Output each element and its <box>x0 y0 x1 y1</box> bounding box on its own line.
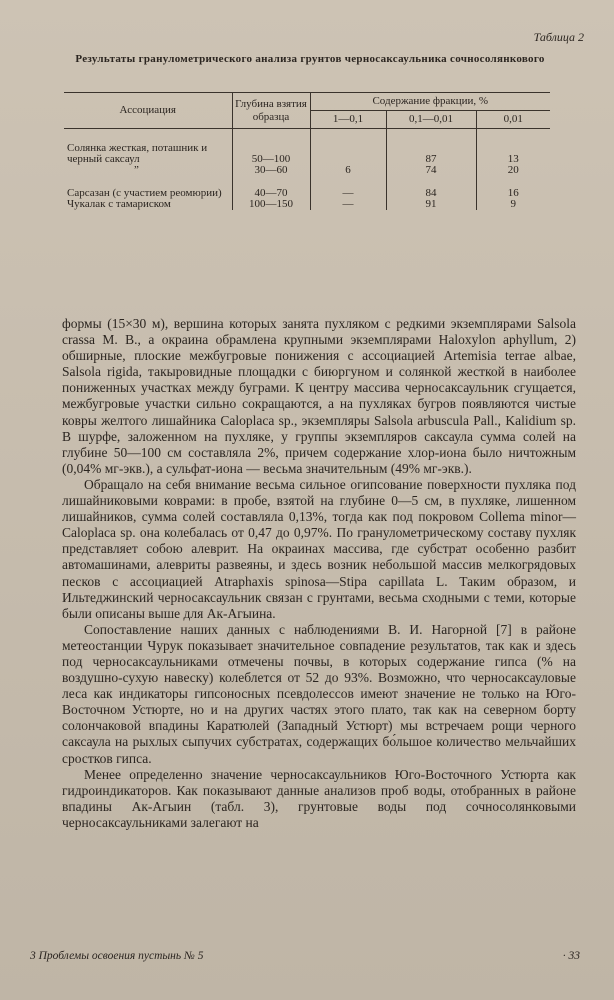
cell-f1: — <box>310 176 386 199</box>
cell-f3: 9 <box>476 199 550 210</box>
cell-f3: 16 <box>476 176 550 199</box>
cell-depth: 40—70 <box>232 176 310 199</box>
col-header-f3: 0,01 <box>476 111 550 129</box>
col-header-depth: Глубина взятия образца <box>232 93 310 129</box>
cell-f3: 20 <box>476 165 550 176</box>
cell-association: ” <box>134 164 139 176</box>
col-header-association: Ассоциация <box>64 93 232 129</box>
cell-f2: 84 <box>386 176 476 199</box>
paragraph: формы (15×30 м), вершина которых занята пухляком с редкими экземплярами Salsola crassa M. B., а окраина обрамлена крупными экземплярами Haloxylon aphyllum, 2) обширные, плоские межбугровые понижения с ассоциацией Artemisia terrae albae, Salsola rigida, такыровидные площадки с биюргуном и солянкой жесткой в наиболее пониженных участках между буграми. К центру массива черносаксаульник сгущается, межбугровые участки сильно сокращаются, а на пухляках бугров появляются чистые ковры желтого лишайника Caloplaca sp., экземпляры Salsola arbuscula Pall., Kalidium sp. В шурфе, заложенном на пухляке, у группы экземпляров саксаула сумма солей на глубине 50—100 см составляла 2%, причем содержание хлор-иона было ничтожным (0,04% мг-экв.), а сульфат-иона — весьма значительным (49% мг-экв.). <box>62 316 576 476</box>
results-table <box>64 92 550 210</box>
cell-f2: 87 <box>386 129 476 166</box>
cell-f1: — <box>310 199 386 210</box>
page-footer <box>30 950 580 962</box>
table-title: Результаты гранулометрического анализа грунтов черносаксаульника сочносолянкового <box>75 53 545 65</box>
paragraph: Обращало на себя внимание весьма сильное огипсование поверхности пухляка под лишайниковыми коврами: в пробе, взятой на глубине 0—5 см, в пухляке, лишенном лишайников, сумма солей составляла 0,13%, тогда как под покровом Collema minor—Caloplaca sp. она колебалась от 0,47 до 0,97%. По гранулометрическому составу пухляк представляет собою алеврит. На окраинах массива, где субстрат особенно разбит автомашинами, алевриты развеяны, и здесь возник небольшой массив мелкогрядовых песков с ассоциацией Atraphaxis spinosa—Stipa capillata L. Таким образом, и Ильтеджинский черносаксаульник связан с грунтами, весьма сходными с теми, которые были описаны выше для Ак-Агыина. <box>62 476 576 621</box>
cell-f1: 6 <box>310 165 386 176</box>
cell-association: Сарсазан (с участием реомюрии) <box>67 187 222 199</box>
col-header-f2: 0,1—0,01 <box>386 111 476 129</box>
cell-association: Чукалак с тамариском <box>67 198 171 210</box>
cell-f2: 74 <box>386 165 476 176</box>
page-number: · 33 <box>562 950 580 962</box>
paragraph: Менее определенно значение черносаксаульников Юго-Восточного Устюрта как гидроиндикаторов. Как показывают данные анализов проб воды, отобранных в районе впадины Ак-Агыин (табл. 3), грунтовые воды под сочносолянковыми черносаксаульниками залегают на <box>62 766 576 830</box>
cell-depth: 30—60 <box>232 165 310 176</box>
table-row <box>64 199 550 210</box>
table-row <box>64 176 550 199</box>
table-row <box>64 165 550 176</box>
running-footer: 3 Проблемы освоения пустынь № 5 <box>30 950 204 962</box>
table-row <box>64 129 550 166</box>
cell-f2: 91 <box>386 199 476 210</box>
paragraph: Сопоставление наших данных с наблюдениями В. И. Нагорной [7] в районе метеостанции Чурук показывает значительное совпадение результатов, так как и здесь под черносаксаульниками отмечены почвы, в которых содержание гипса (% на воздушно-сухую навеску) колеблется от 52 до 93%. Возможно, что черносаксауловые леса как индикаторы гипсоносных псевдолессов имеют значение не только на Юго-Восточном Устюрте, но и на других частях этого плато, так как на северном борту солончаковой впадины Каратюлей (Западный Устюрт) мы встречаем рощи черного саксаула на рыхлых сыпучих субстратах, содержащих бо́льшое количество мельчайших сростков гипса. <box>62 621 576 766</box>
cell-depth: 100—150 <box>232 199 310 210</box>
col-header-f1: 1—0,1 <box>310 111 386 129</box>
cell-depth: 50—100 <box>232 129 310 166</box>
cell-association: Солянка жесткая, поташник и черный саксаул <box>67 142 208 165</box>
cell-f1 <box>310 129 386 166</box>
body-text <box>62 316 576 831</box>
cell-f3: 13 <box>476 129 550 166</box>
table-label: Таблица 2 <box>533 30 584 44</box>
col-header-fraction: Содержание фракции, % <box>310 93 550 111</box>
